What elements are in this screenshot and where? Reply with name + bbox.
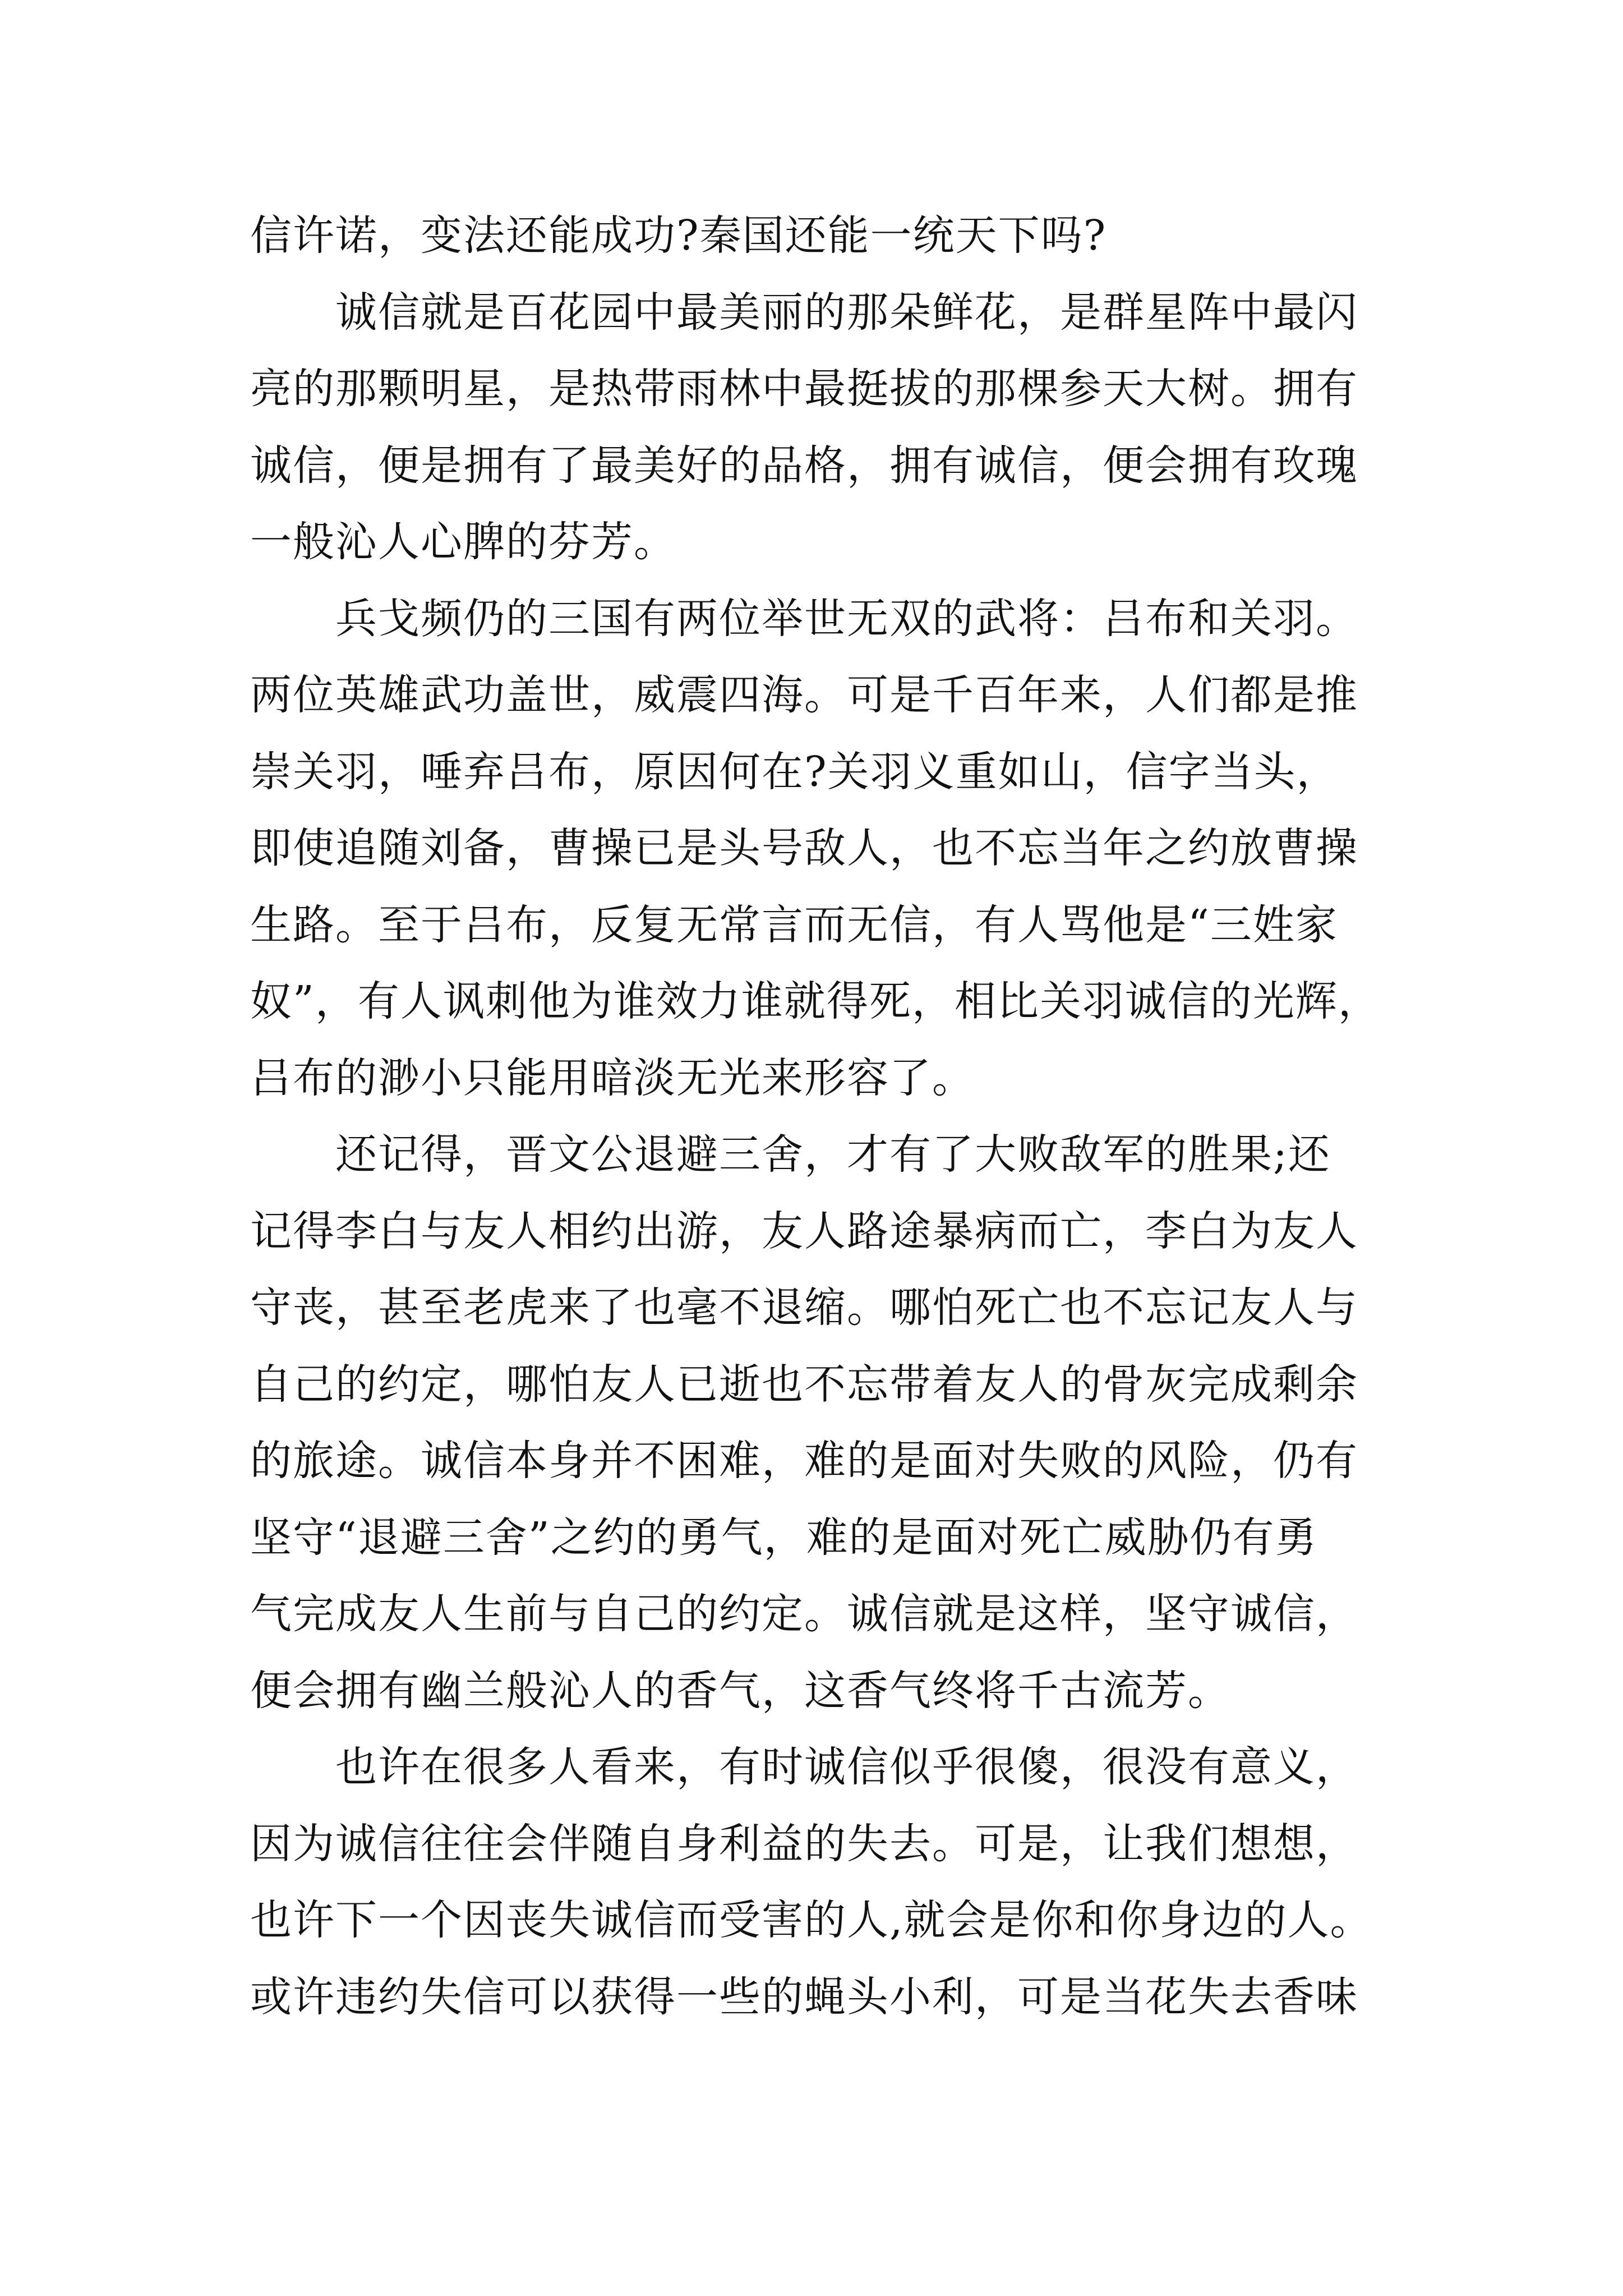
text-line: 即使追随刘备，曹操已是头号敌人，也不忘当年之约放曹操: [250, 824, 1358, 872]
text-line: 自己的约定，哪怕友人已逝也不忘带着友人的骨灰完成剩余: [250, 1360, 1358, 1409]
text-line: 也许在很多人看来，有时诚信似乎很傻，很没有意义，: [335, 1743, 1358, 1791]
text-line: 因为诚信往往会伴随自身利益的失去。可是，让我们想想，: [250, 1819, 1358, 1868]
text-line: 记得李白与友人相约出游，友人路途暴病而亡，李白为友人: [250, 1207, 1358, 1255]
text-line: 吕布的渺小只能用暗淡无光来形容了。: [250, 1053, 975, 1102]
text-line: 或许违约失信可以获得一些的蝇头小利，可是当花失去香味: [250, 1972, 1358, 2021]
text-line: 也许下一个因丧失诚信而受害的人,就会是你和你身边的人。: [250, 1896, 1373, 1944]
text-line: 崇关羽，唾弃吕布，原因何在?关羽义重如山，信字当头，: [250, 747, 1339, 796]
text-line: 亮的那颗明星，是热带雨林中最挺拔的那棵参天大树。拥有: [250, 365, 1358, 413]
text-line: 生路。至于吕布，反复无常言而无信，有人骂他是“三姓家: [250, 900, 1338, 949]
text-line: 还记得，晋文公退避三舍，才有了大败敌军的胜果;还: [335, 1130, 1331, 1179]
text-line: 坚守“退避三舍”之约的勇气，难的是面对死亡威胁仍有勇: [250, 1513, 1318, 1562]
essay-body: [250, 197, 1394, 2035]
text-line: 的旅途。诚信本身并不困难，难的是面对失败的风险，仍有: [250, 1437, 1358, 1485]
text-line: 奴”，有人讽刺他为谁效力谁就得死，相比关羽诚信的光辉，: [250, 977, 1381, 1025]
text-line: 兵戈频仍的三国有两位举世无双的武将：吕布和关羽。: [335, 594, 1358, 643]
text-line: 气完成友人生前与自己的约定。诚信就是这样，坚守诚信，: [250, 1590, 1358, 1638]
text-line: 一般沁人心脾的芬芳。: [250, 518, 676, 566]
text-line: 便会拥有幽兰般沁人的香气，这香气终将千古流芳。: [250, 1666, 1230, 1715]
text-line: 诚信就是百花园中最美丽的那朵鲜花，是群星阵中最闪: [335, 288, 1358, 337]
text-line: 诚信，便是拥有了最美好的品格，拥有诚信，便会拥有玫瑰: [250, 441, 1358, 490]
text-line: 信许诺，变法还能成功?秦国还能一统天下吗?: [250, 211, 1107, 260]
text-line: 守丧，甚至老虎来了也毫不退缩。哪怕死亡也不忘记友人与: [250, 1283, 1358, 1332]
text-line: 两位英雄武功盖世，威震四海。可是千百年来，人们都是推: [250, 671, 1358, 719]
